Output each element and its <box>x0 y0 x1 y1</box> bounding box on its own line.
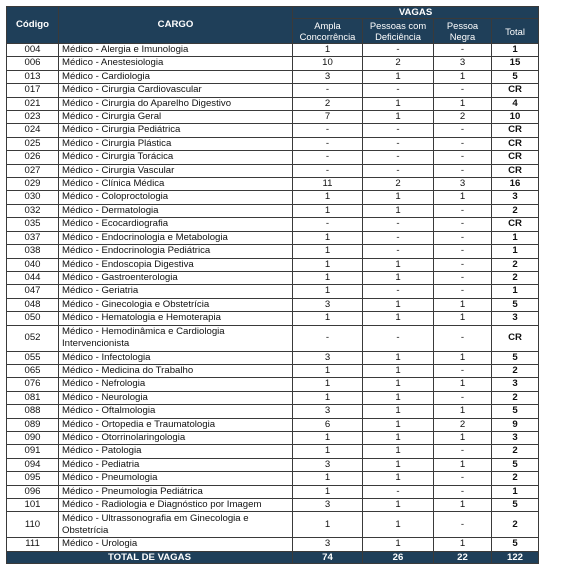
row-total: 5 <box>492 70 539 83</box>
row-deficiencia: 1 <box>363 391 434 404</box>
row-codigo: 095 <box>7 472 59 485</box>
row-cargo: Médico - Endocrinologia e Metabologia <box>59 231 293 244</box>
row-deficiencia: 1 <box>363 418 434 431</box>
row-negra: 3 <box>434 57 492 70</box>
table-row <box>7 111 539 124</box>
row-cargo: Médico - Urologia <box>59 538 293 551</box>
row-cargo: Médico - Alergia e Imunologia <box>59 44 293 57</box>
row-negra: 3 <box>434 178 492 191</box>
row-cargo: Médico - Cirurgia Plástica <box>59 137 293 150</box>
row-ampla: 3 <box>293 351 363 364</box>
table-row <box>7 191 539 204</box>
table-row <box>7 538 539 551</box>
row-ampla: 1 <box>293 378 363 391</box>
row-negra: - <box>434 124 492 137</box>
table-row <box>7 70 539 83</box>
row-total: CR <box>492 84 539 97</box>
row-total: 16 <box>492 178 539 191</box>
row-ampla: 11 <box>293 178 363 191</box>
row-cargo: Médico - Dermatologia <box>59 204 293 217</box>
table-footer <box>7 551 539 563</box>
row-deficiencia: - <box>363 164 434 177</box>
row-codigo: 025 <box>7 137 59 150</box>
row-total: 15 <box>492 57 539 70</box>
row-cargo: Médico - Patologia <box>59 445 293 458</box>
row-cargo: Médico - Pneumologia <box>59 472 293 485</box>
row-deficiencia: - <box>363 84 434 97</box>
row-deficiencia: 1 <box>363 472 434 485</box>
row-deficiencia: - <box>363 44 434 57</box>
header-cargo: CARGO <box>59 7 293 44</box>
row-total: CR <box>492 164 539 177</box>
row-codigo: 040 <box>7 258 59 271</box>
row-codigo: 026 <box>7 151 59 164</box>
row-total: 1 <box>492 285 539 298</box>
row-total: 2 <box>492 391 539 404</box>
table-row <box>7 431 539 444</box>
row-codigo: 050 <box>7 312 59 325</box>
row-total: CR <box>492 124 539 137</box>
row-codigo: 037 <box>7 231 59 244</box>
row-ampla: 3 <box>293 70 363 83</box>
row-cargo: Médico - Cirurgia Geral <box>59 111 293 124</box>
row-codigo: 111 <box>7 538 59 551</box>
row-ampla: 3 <box>293 405 363 418</box>
row-negra: - <box>434 364 492 377</box>
row-cargo: Médico - Neurologia <box>59 391 293 404</box>
row-cargo: Médico - Nefrologia <box>59 378 293 391</box>
total-geral: 122 <box>492 551 539 563</box>
row-deficiencia: 1 <box>363 378 434 391</box>
row-total: CR <box>492 137 539 150</box>
row-codigo: 081 <box>7 391 59 404</box>
row-cargo: Médico - Oftalmologia <box>59 405 293 418</box>
row-cargo: Médico - Infectologia <box>59 351 293 364</box>
row-cargo: Médico - Endoscopia Digestiva <box>59 258 293 271</box>
row-codigo: 110 <box>7 512 59 538</box>
row-deficiencia: 1 <box>363 298 434 311</box>
row-deficiencia: - <box>363 231 434 244</box>
row-cargo: Médico - Pediatria <box>59 458 293 471</box>
row-deficiencia: 1 <box>363 512 434 538</box>
table-row <box>7 298 539 311</box>
row-ampla: 1 <box>293 364 363 377</box>
row-codigo: 065 <box>7 364 59 377</box>
table-row <box>7 325 539 351</box>
row-negra: - <box>434 245 492 258</box>
table-row <box>7 204 539 217</box>
row-negra: 2 <box>434 418 492 431</box>
row-codigo: 021 <box>7 97 59 110</box>
row-total: 5 <box>492 538 539 551</box>
row-deficiencia: 1 <box>363 405 434 418</box>
row-negra: 1 <box>434 458 492 471</box>
table-row <box>7 231 539 244</box>
row-deficiencia: 1 <box>363 458 434 471</box>
row-deficiencia: - <box>363 137 434 150</box>
row-negra: - <box>434 485 492 498</box>
row-ampla: 6 <box>293 418 363 431</box>
row-negra: 2 <box>434 111 492 124</box>
row-ampla: - <box>293 124 363 137</box>
row-total: 1 <box>492 245 539 258</box>
table-row <box>7 512 539 538</box>
table-row <box>7 137 539 150</box>
row-codigo: 076 <box>7 378 59 391</box>
row-cargo: Médico - Ortopedia e Traumatologia <box>59 418 293 431</box>
row-deficiencia: - <box>363 218 434 231</box>
row-total: 1 <box>492 231 539 244</box>
total-deficiencia: 26 <box>363 551 434 563</box>
row-ampla: 1 <box>293 204 363 217</box>
row-deficiencia: - <box>363 151 434 164</box>
total-negra: 22 <box>434 551 492 563</box>
table-row <box>7 124 539 137</box>
row-deficiencia: 1 <box>363 258 434 271</box>
row-negra: - <box>434 218 492 231</box>
row-deficiencia: 1 <box>363 191 434 204</box>
table-row <box>7 391 539 404</box>
row-total: 5 <box>492 458 539 471</box>
row-cargo: Médico - Cardiologia <box>59 70 293 83</box>
row-codigo: 029 <box>7 178 59 191</box>
row-negra: - <box>434 445 492 458</box>
row-ampla: - <box>293 218 363 231</box>
row-deficiencia: - <box>363 124 434 137</box>
row-deficiencia: - <box>363 285 434 298</box>
table-row <box>7 405 539 418</box>
row-ampla: 1 <box>293 445 363 458</box>
row-negra: - <box>434 271 492 284</box>
row-total: 2 <box>492 472 539 485</box>
row-negra: - <box>434 44 492 57</box>
row-deficiencia: 1 <box>363 271 434 284</box>
row-total: 3 <box>492 378 539 391</box>
header-pessoas-com-deficiencia: Pessoas com Deficiência <box>363 19 434 44</box>
row-codigo: 101 <box>7 499 59 512</box>
row-negra: - <box>434 258 492 271</box>
table-row <box>7 258 539 271</box>
table-row <box>7 378 539 391</box>
row-ampla: - <box>293 164 363 177</box>
row-codigo: 096 <box>7 485 59 498</box>
row-total: CR <box>492 218 539 231</box>
row-ampla: 7 <box>293 111 363 124</box>
row-total: 4 <box>492 97 539 110</box>
table-row <box>7 445 539 458</box>
row-deficiencia: - <box>363 485 434 498</box>
row-total: 5 <box>492 351 539 364</box>
row-ampla: 3 <box>293 538 363 551</box>
row-codigo: 035 <box>7 218 59 231</box>
row-ampla: 10 <box>293 57 363 70</box>
row-ampla: 1 <box>293 285 363 298</box>
row-ampla: 1 <box>293 258 363 271</box>
row-negra: 1 <box>434 405 492 418</box>
row-cargo: Médico - Pneumologia Pediátrica <box>59 485 293 498</box>
row-negra: 1 <box>434 298 492 311</box>
row-ampla: 3 <box>293 499 363 512</box>
header-ampla-concorrencia: Ampla Concorrência <box>293 19 363 44</box>
row-deficiencia: 2 <box>363 178 434 191</box>
table-row <box>7 164 539 177</box>
row-deficiencia: 2 <box>363 57 434 70</box>
row-ampla: 1 <box>293 312 363 325</box>
row-negra: - <box>434 137 492 150</box>
row-codigo: 048 <box>7 298 59 311</box>
row-negra: 1 <box>434 431 492 444</box>
table-row <box>7 151 539 164</box>
row-cargo: Médico - Radiologia e Diagnóstico por Imagem <box>59 499 293 512</box>
row-ampla: 1 <box>293 391 363 404</box>
row-total: 2 <box>492 258 539 271</box>
row-total: 10 <box>492 111 539 124</box>
table-row <box>7 472 539 485</box>
table-row <box>7 218 539 231</box>
row-cargo: Médico - Anestesiologia <box>59 57 293 70</box>
row-total: 3 <box>492 191 539 204</box>
table-row <box>7 285 539 298</box>
row-codigo: 052 <box>7 325 59 351</box>
table-row <box>7 57 539 70</box>
row-negra: 1 <box>434 97 492 110</box>
table-row <box>7 364 539 377</box>
row-ampla: 1 <box>293 271 363 284</box>
row-codigo: 017 <box>7 84 59 97</box>
row-cargo: Médico - Clínica Médica <box>59 178 293 191</box>
total-ampla: 74 <box>293 551 363 563</box>
row-deficiencia: 1 <box>363 364 434 377</box>
row-cargo: Médico - Ginecologia e Obstetrícia <box>59 298 293 311</box>
header-codigo: Código <box>7 7 59 44</box>
table-row <box>7 418 539 431</box>
row-total: 9 <box>492 418 539 431</box>
row-total: 3 <box>492 431 539 444</box>
header-total: Total <box>492 19 539 44</box>
row-codigo: 030 <box>7 191 59 204</box>
table-body <box>7 44 539 552</box>
vacancy-table-container <box>6 6 538 564</box>
row-ampla: 1 <box>293 191 363 204</box>
row-negra: - <box>434 164 492 177</box>
row-negra: 1 <box>434 538 492 551</box>
row-deficiencia: 1 <box>363 538 434 551</box>
row-cargo: Médico - Otorrinolaringologia <box>59 431 293 444</box>
row-codigo: 044 <box>7 271 59 284</box>
row-codigo: 004 <box>7 44 59 57</box>
row-cargo: Médico - Cirurgia Pediátrica <box>59 124 293 137</box>
row-codigo: 024 <box>7 124 59 137</box>
row-total: CR <box>492 151 539 164</box>
table-row <box>7 499 539 512</box>
row-codigo: 013 <box>7 70 59 83</box>
row-ampla: 1 <box>293 485 363 498</box>
row-total: 2 <box>492 445 539 458</box>
table-row <box>7 178 539 191</box>
row-ampla: 2 <box>293 97 363 110</box>
table-row <box>7 245 539 258</box>
row-cargo: Médico - Endocrinologia Pediátrica <box>59 245 293 258</box>
total-row <box>7 551 539 563</box>
row-negra: - <box>434 325 492 351</box>
row-ampla: - <box>293 137 363 150</box>
header-pessoa-negra: Pessoa Negra <box>434 19 492 44</box>
row-negra: - <box>434 231 492 244</box>
row-ampla: 1 <box>293 231 363 244</box>
row-cargo: Médico - Cirurgia Torácica <box>59 151 293 164</box>
row-codigo: 047 <box>7 285 59 298</box>
row-negra: - <box>434 84 492 97</box>
row-codigo: 088 <box>7 405 59 418</box>
row-negra: 1 <box>434 499 492 512</box>
row-codigo: 032 <box>7 204 59 217</box>
row-ampla: 3 <box>293 458 363 471</box>
row-deficiencia: 1 <box>363 351 434 364</box>
row-deficiencia: - <box>363 325 434 351</box>
row-deficiencia: 1 <box>363 499 434 512</box>
row-ampla: 1 <box>293 245 363 258</box>
row-deficiencia: 1 <box>363 97 434 110</box>
row-negra: 1 <box>434 312 492 325</box>
row-cargo: Médico - Ultrassonografia em Ginecologia e Obstetrícia <box>59 512 293 538</box>
row-total: 1 <box>492 485 539 498</box>
row-codigo: 091 <box>7 445 59 458</box>
row-ampla: - <box>293 84 363 97</box>
table-row <box>7 44 539 57</box>
table-row <box>7 485 539 498</box>
row-codigo: 023 <box>7 111 59 124</box>
row-total: 2 <box>492 271 539 284</box>
total-label: TOTAL DE VAGAS <box>7 551 293 563</box>
row-codigo: 038 <box>7 245 59 258</box>
row-deficiencia: 1 <box>363 312 434 325</box>
row-codigo: 094 <box>7 458 59 471</box>
table-row <box>7 351 539 364</box>
row-cargo: Médico - Cirurgia do Aparelho Digestivo <box>59 97 293 110</box>
row-cargo: Médico - Gastroenterologia <box>59 271 293 284</box>
table-row <box>7 97 539 110</box>
row-total: 5 <box>492 298 539 311</box>
row-deficiencia: 1 <box>363 445 434 458</box>
row-negra: 1 <box>434 378 492 391</box>
row-codigo: 055 <box>7 351 59 364</box>
row-ampla: 1 <box>293 44 363 57</box>
row-ampla: 1 <box>293 431 363 444</box>
row-negra: - <box>434 472 492 485</box>
row-ampla: 3 <box>293 298 363 311</box>
row-deficiencia: 1 <box>363 204 434 217</box>
row-cargo: Médico - Hemodinâmica e Cardiologia Intervencionista <box>59 325 293 351</box>
vacancy-table <box>6 6 539 564</box>
row-cargo: Médico - Medicina do Trabalho <box>59 364 293 377</box>
row-codigo: 027 <box>7 164 59 177</box>
row-negra: - <box>434 204 492 217</box>
row-deficiencia: - <box>363 245 434 258</box>
table-row <box>7 312 539 325</box>
row-negra: - <box>434 285 492 298</box>
row-codigo: 090 <box>7 431 59 444</box>
row-deficiencia: 1 <box>363 70 434 83</box>
row-total: 5 <box>492 405 539 418</box>
row-negra: 1 <box>434 70 492 83</box>
row-codigo: 089 <box>7 418 59 431</box>
table-row <box>7 458 539 471</box>
row-cargo: Médico - Cirurgia Cardiovascular <box>59 84 293 97</box>
row-negra: - <box>434 151 492 164</box>
table-row <box>7 271 539 284</box>
table-header <box>7 7 539 44</box>
row-total: 2 <box>492 364 539 377</box>
row-cargo: Médico - Coloproctologia <box>59 191 293 204</box>
header-vagas: VAGAS <box>293 7 539 19</box>
row-cargo: Médico - Ecocardiografia <box>59 218 293 231</box>
row-codigo: 006 <box>7 57 59 70</box>
row-ampla: 1 <box>293 512 363 538</box>
row-deficiencia: 1 <box>363 431 434 444</box>
row-negra: 1 <box>434 191 492 204</box>
table-row <box>7 84 539 97</box>
row-total: 5 <box>492 499 539 512</box>
row-cargo: Médico - Geriatria <box>59 285 293 298</box>
row-deficiencia: 1 <box>363 111 434 124</box>
row-ampla: - <box>293 325 363 351</box>
row-negra: - <box>434 512 492 538</box>
row-total: 3 <box>492 312 539 325</box>
row-ampla: 1 <box>293 472 363 485</box>
row-cargo: Médico - Cirurgia Vascular <box>59 164 293 177</box>
row-total: 2 <box>492 512 539 538</box>
row-total: CR <box>492 325 539 351</box>
row-total: 1 <box>492 44 539 57</box>
row-negra: 1 <box>434 351 492 364</box>
row-negra: - <box>434 391 492 404</box>
row-total: 2 <box>492 204 539 217</box>
row-ampla: - <box>293 151 363 164</box>
row-cargo: Médico - Hematologia e Hemoterapia <box>59 312 293 325</box>
